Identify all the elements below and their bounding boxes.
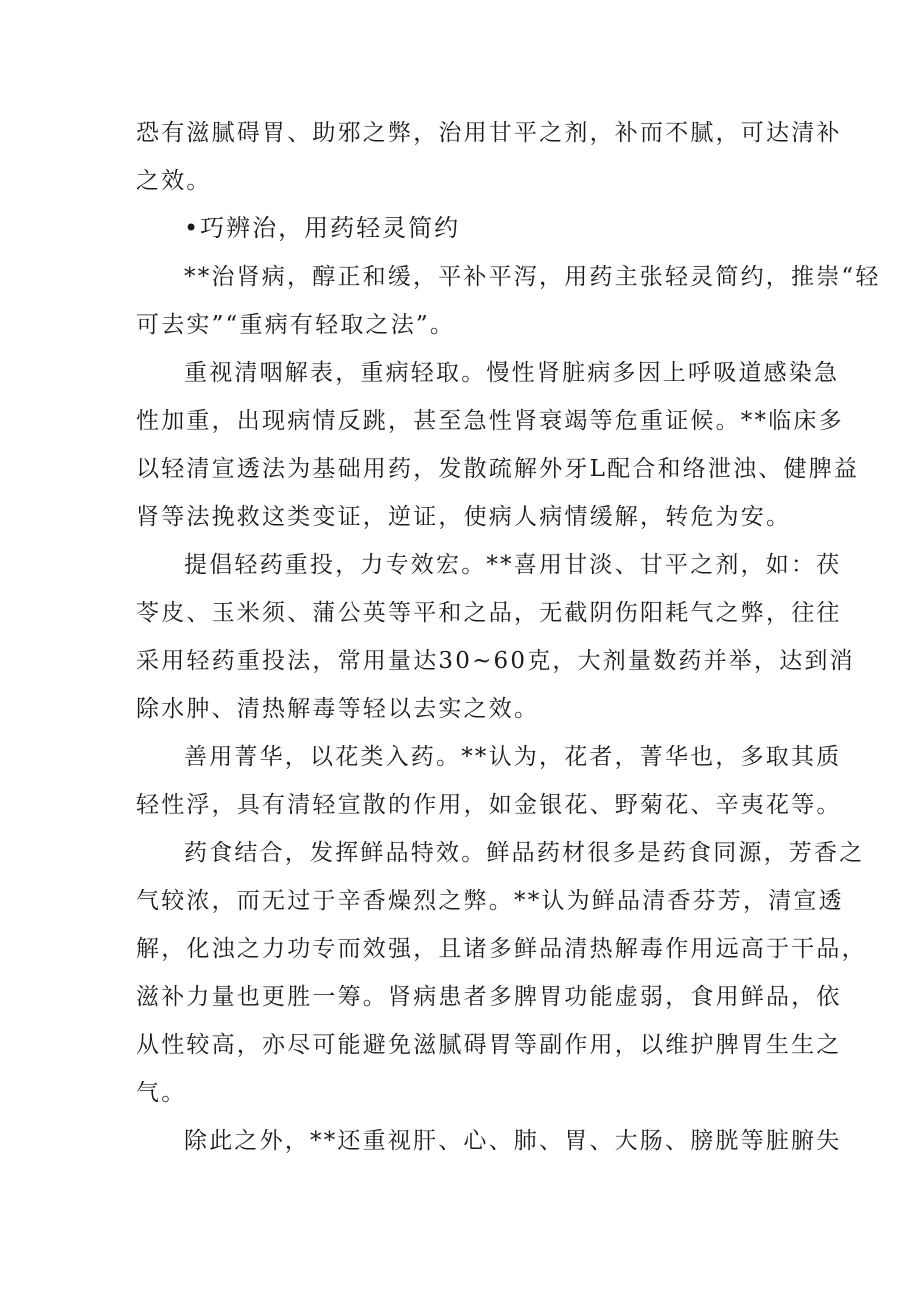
text-line: 提倡轻药重投，力专效宏。**喜用甘淡、甘平之剂，如：茯: [184, 552, 842, 578]
text-line: 气。: [136, 1080, 187, 1106]
section-heading: •巧辨治，用药轻灵简约: [184, 214, 461, 242]
text-line: 轻性浮，具有清轻宣散的作用，如金银花、野菊花、辛夷花等。: [136, 792, 842, 818]
text-line: 采用轻药重投法，常用量达30~60克，大剂量数药并举，达到消: [136, 648, 855, 674]
text-line: 重视清咽解表，重病轻取。慢性肾脏病多因上呼吸道感染急: [184, 360, 840, 386]
text-line: 解，化浊之力功专而效强，且诸多鲜品清热解毒作用远高于干品，: [136, 936, 867, 962]
text-line: 除此之外，**还重视肝、心、肺、胃、大肠、膀胱等脏腑失: [184, 1128, 842, 1154]
text-line: 恐有滋腻碍胃、助邪之弊，治用甘平之剂，补而不腻，可达清补: [136, 120, 842, 146]
text-line: 善用菁华，以花类入药。**认为，花者，菁华也，多取其质: [184, 744, 842, 770]
text-line: 药食结合，发挥鲜品特效。鲜品药材很多是药食同源，芳香之: [184, 840, 865, 866]
text-line: 气较浓，而无过于辛香燥烈之弊。**认为鲜品清香芬芳，清宣透: [136, 888, 844, 914]
text-line: 之效。: [136, 168, 212, 194]
text-line: 苓皮、玉米须、蒲公英等平和之品，无截阴伤阳耗气之弊，往往: [136, 600, 842, 626]
text-line: 以轻清宣透法为基础用药，发散疏解外牙L配合和络泄浊、健脾益: [136, 456, 860, 482]
text-line: 可去实”“重病有轻取之法”。: [136, 312, 456, 338]
text-line: 除水肿、清热解毒等轻以去实之效。: [136, 696, 540, 722]
text-line: **治肾病，醇正和缓，平补平泻，用药主张轻灵简约，推崇“轻: [184, 264, 881, 290]
text-line: 从性较高，亦尽可能避免滋腻碍胃等副作用，以维护脾胃生生之: [136, 1032, 842, 1058]
text-line: 性加重，出现病情反跳，甚至急性肾衰竭等危重证候。**临床多: [136, 408, 844, 434]
text-line: 滋补力量也更胜一筹。肾病患者多脾胃功能虚弱，食用鲜品，依: [136, 984, 842, 1010]
text-line: 肾等法挽救这类变证，逆证，使病人病情缓解，转危为安。: [136, 504, 792, 530]
